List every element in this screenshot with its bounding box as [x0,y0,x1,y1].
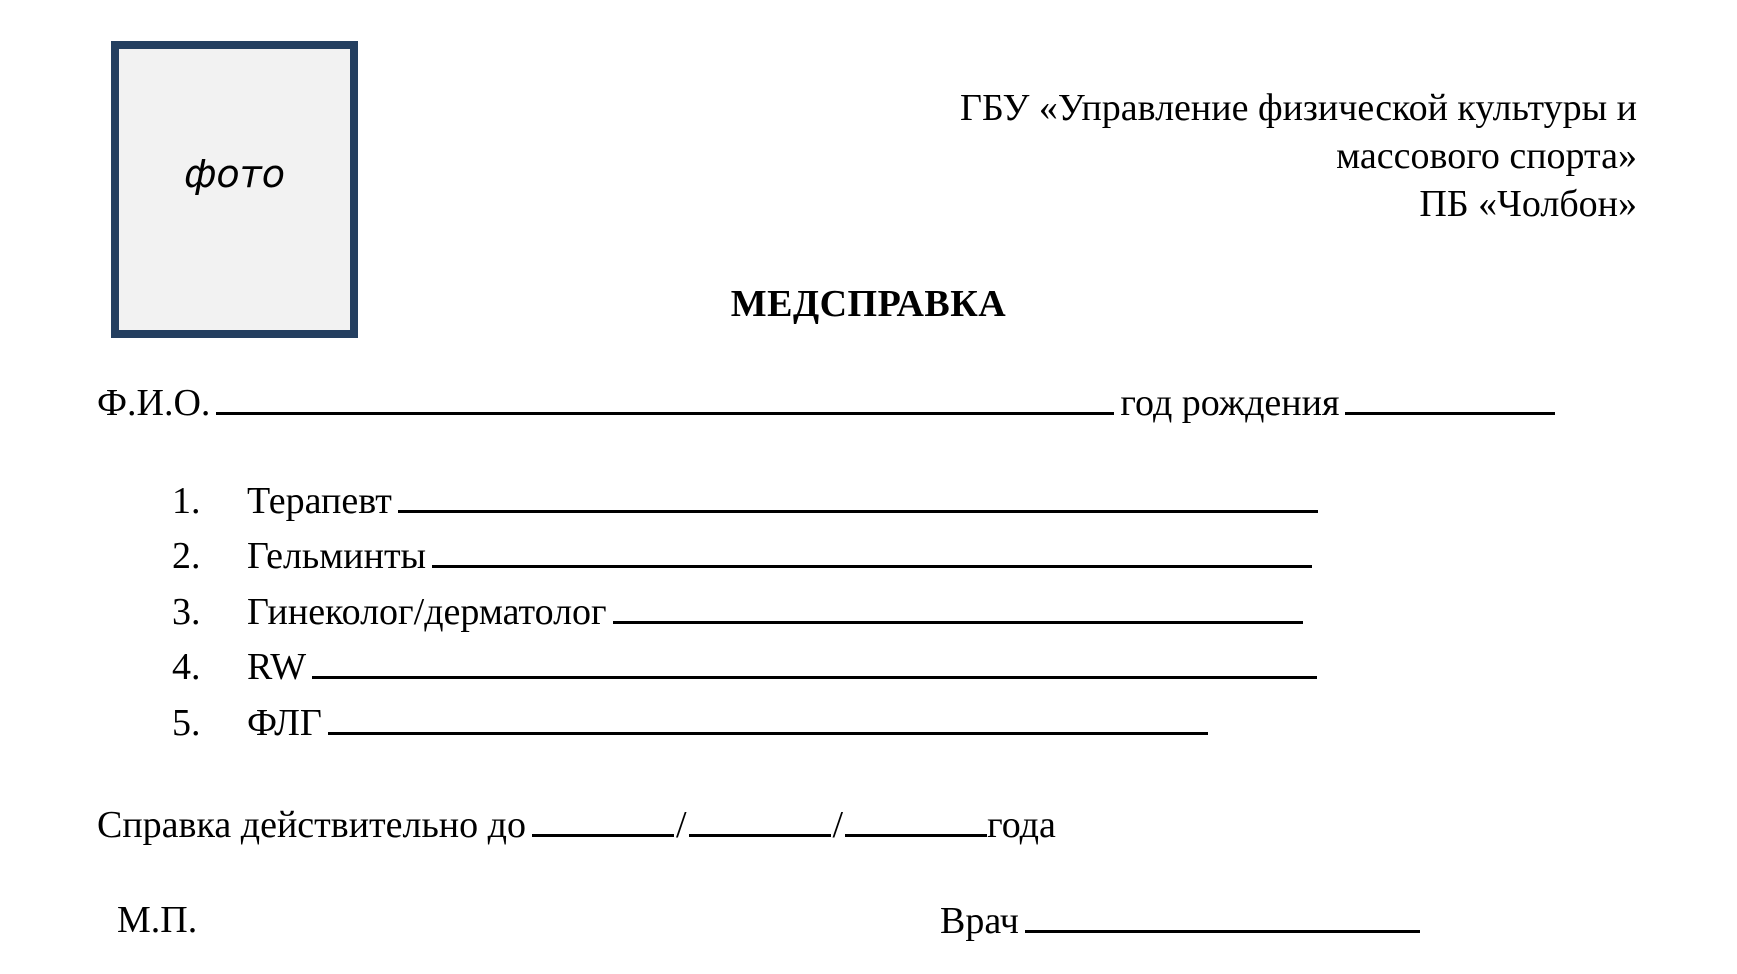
check-item-flg [172,700,1214,745]
doctor-label: Врач [940,900,1019,942]
organization-header [960,84,1637,228]
check-number: 1. [172,480,201,522]
doctor-signature-field[interactable] [1025,898,1420,933]
stamp-placeholder [117,898,197,942]
validity-year-field[interactable] [845,802,987,837]
birth-year-label: год рождения [1120,382,1340,424]
stamp-label: М.П. [117,899,198,941]
birth-year-field[interactable] [1345,380,1555,415]
org-line-3: ПБ «Чолбон» [1419,183,1637,225]
validity-month-field[interactable] [689,802,831,837]
check-label: RW [247,646,307,688]
check-field-helminths[interactable] [432,533,1312,568]
check-label: Гельминты [247,535,427,577]
check-field-gynecologist[interactable] [613,589,1303,624]
check-number: 5. [172,702,201,744]
check-label: ФЛГ [247,702,322,744]
check-number: 4. [172,646,201,688]
doctor-signature-row [940,898,1426,943]
validity-suffix: года [987,804,1056,846]
fio-field[interactable] [216,380,1114,415]
check-field-rw[interactable] [312,644,1317,679]
document-title: МЕДСПРАВКА [730,283,1007,325]
check-field-therapist[interactable] [398,478,1318,513]
org-line-1: ГБУ «Управление физической культуры и [960,87,1637,129]
check-number: 2. [172,535,201,577]
check-field-flg[interactable] [328,700,1208,735]
date-separator: / [675,804,687,846]
validity-day-field[interactable] [532,802,674,837]
check-item-therapist [172,478,1324,523]
validity-row [97,802,1056,847]
check-number: 3. [172,591,201,633]
validity-label: Справка действительно до [97,804,526,846]
fio-row [97,380,1561,425]
check-item-gynecologist [172,589,1309,634]
check-item-helminths [172,533,1318,578]
date-separator: / [832,804,844,846]
check-label: Терапевт [247,480,392,522]
photo-label: фото [183,152,286,196]
check-label: Гинеколог/дерматолог [247,591,607,633]
check-item-rw [172,644,1323,689]
fio-label: Ф.И.О. [97,382,211,424]
org-line-2: массового спорта» [1336,135,1637,177]
